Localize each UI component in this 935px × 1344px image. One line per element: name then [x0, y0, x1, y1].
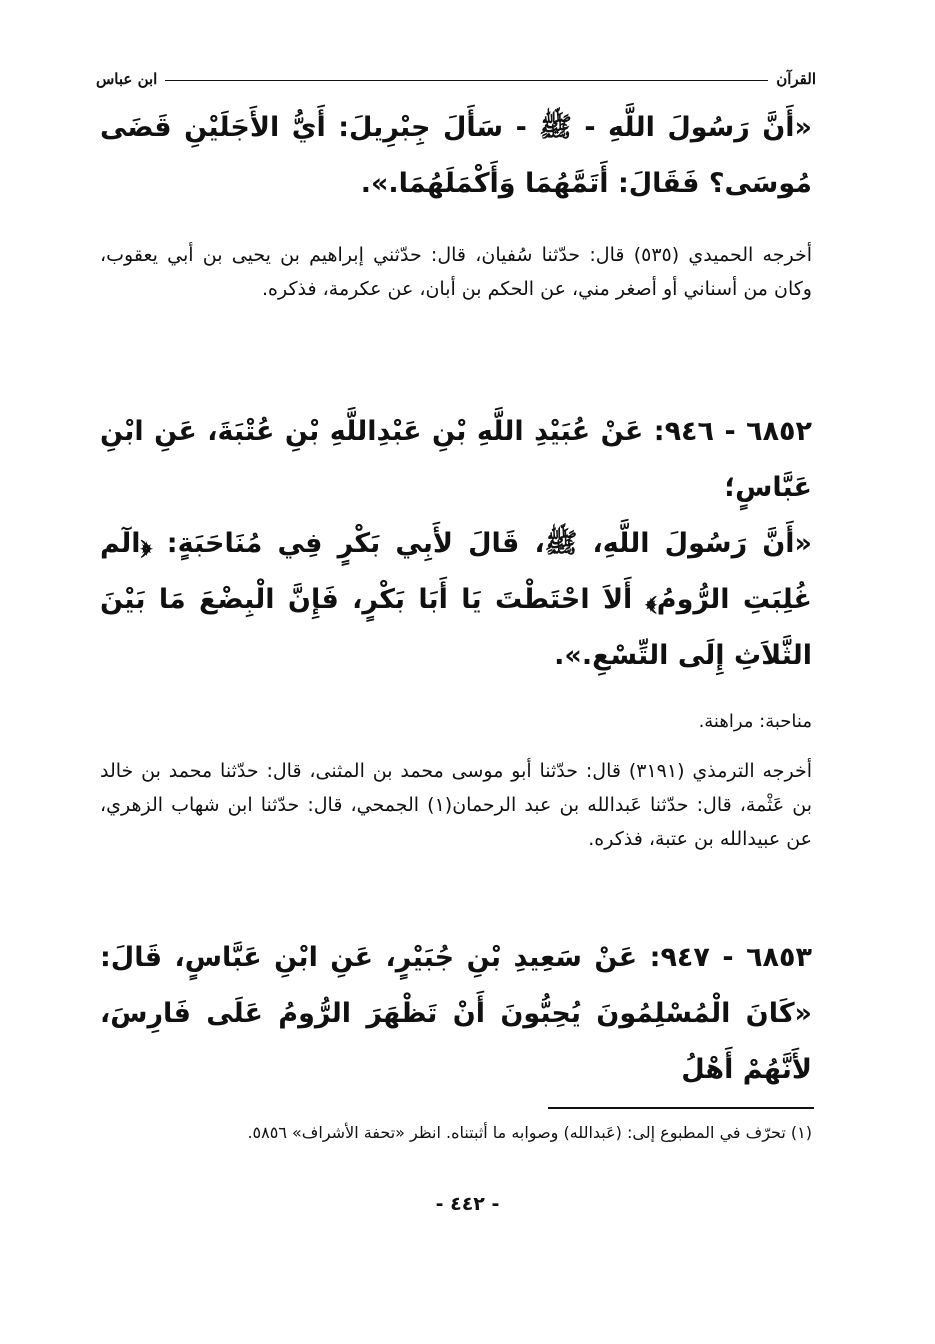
hadith-matn-6852: «أَنَّ رَسُولَ اللَّهِ، ﷺ، قَالَ لأَبِي بَكْرٍ فِي مُنَاحَبَةٍ: ﴿الٓم غُلِبَتِ الرُّومُ﴾ أَلاَ احْتَطْتَ يَا أَبَا بَكْرٍ، فَإِنَّ الْبِضْعَ مَا بَيْنَ الثَّلاَثِ إِلَى التِّسْعِ.».: [100, 528, 812, 671]
page-number: - ٤٤٢ -: [435, 1193, 500, 1215]
header-chapter-title: ابن عباس: [96, 70, 158, 88]
hadith-matn-1: «أَنَّ رَسُولَ اللَّهِ - ﷺ - سَأَلَ جِبْرِيلَ: أَيُّ الأَجَلَيْنِ قَضَى مُوسَى؟ فَقَالَ: أَتَمَّهُمَا وَأَكْمَلَهُمَا.».: [100, 112, 812, 199]
hadith-isnad-6852: ٦٨٥٢ - ٩٤٦: عَنْ عُبَيْدِ اللَّهِ بْنِ عَبْدِاللَّهِ بْنِ عُتْبَةَ، عَنِ ابْنِ عَبَّاسٍ؛: [100, 416, 813, 503]
footnote-separator: [548, 1107, 814, 1109]
takhrij-tirmidhi: أخرجه الترمذي (٣١٩١) قال: حدّثنا أبو موسى محمد بن المثنى، قال: حدّثنا محمد بن خالد بن عَثْمة، قال: حدّثنا عَبدالله بن عبد الرحمان(١) الجمحي، قال: حدّثنا ابن شهاب الزهري، عن عبيدالله بن عتبة، فذكره.: [100, 760, 813, 850]
gloss-munahaba: مناحبة: مراهنة.: [698, 711, 812, 732]
footnote-1: (١) تحرّف في المطبوع إلى: (عَبدالله) وصوابه ما أثبتناه. انظر «تحفة الأشراف» ٥٨٥٦.: [247, 1123, 812, 1142]
takhrij-humaydi: أخرجه الحميدي (٥٣٥) قال: حدّثنا سُفيان، قال: حدّثني إبراهيم بن يحيى بن أبي يعقوب، وكان من أسناني أو أصغر مني، عن الحكم بن أبان، عن عكرمة، فذكره.: [100, 244, 812, 300]
header-section-title: القرآن: [776, 70, 816, 88]
hadith-6853: ٦٨٥٣ - ٩٤٧: عَنْ سَعِيدِ بْنِ جُبَيْرٍ، عَنِ ابْنِ عَبَّاسٍ، قَالَ: «كَانَ الْمُسْلِمُونَ يُحِبُّونَ أَنْ تَظْهَرَ الرُّومُ عَلَى فَارِسَ، لأَنَّهُمْ أَهْلُ: [100, 942, 812, 1085]
header-rule: [165, 80, 768, 81]
running-header: [96, 62, 816, 88]
